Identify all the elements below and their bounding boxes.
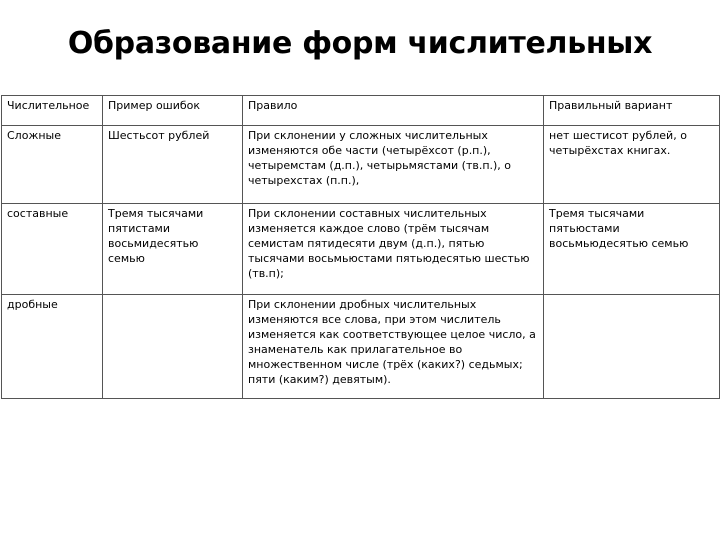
slide-title: Образование форм числительных: [67, 26, 653, 61]
table-row: [2, 126, 720, 204]
header-numeral: Числительное: [2, 96, 103, 126]
cell-numeral: дробные: [2, 295, 103, 399]
cell-error-example: Тремя тысячами пятистами восьмидесятью семью: [103, 204, 243, 295]
cell-numeral: составные: [2, 204, 103, 295]
cell-correct-variant: нет шестисот рублей, о четырёхстах книгах.: [544, 126, 720, 204]
cell-rule: При склонении дробных числительных изменяются все слова, при этом числитель изменяется как соответствующее целое число, а знаменатель как прилагательное во множественном числе (трёх (каких?) седьмых; пяти (каким?) девятым).: [243, 295, 544, 399]
table-row: [2, 204, 720, 295]
cell-rule: При склонении составных числительных изменяется каждое слово (трём тысячам семистам пятидесяти двум (д.п.), пятью тысячами восьмьюстами пятьюдесятью шестью (тв.п);: [243, 204, 544, 295]
numerals-rules-table: [1, 95, 720, 399]
header-error-example: Пример ошибок: [103, 96, 243, 126]
cell-error-example: Шестьсот рублей: [103, 126, 243, 204]
table-header-row: [2, 96, 720, 126]
cell-numeral: Сложные: [2, 126, 103, 204]
cell-error-example: [103, 295, 243, 399]
cell-correct-variant: [544, 295, 720, 399]
header-correct-variant: Правильный вариант: [544, 96, 720, 126]
cell-rule: При склонении у сложных числительных изменяются обе части (четырёхсот (р.п.), четыремстам (д.п.), четырьмястами (тв.п.), о четырехстах (п.п.),: [243, 126, 544, 204]
header-rule: Правило: [243, 96, 544, 126]
cell-correct-variant: Тремя тысячами пятьюстами восьмьюдесятью семью: [544, 204, 720, 295]
table-row: [2, 295, 720, 399]
